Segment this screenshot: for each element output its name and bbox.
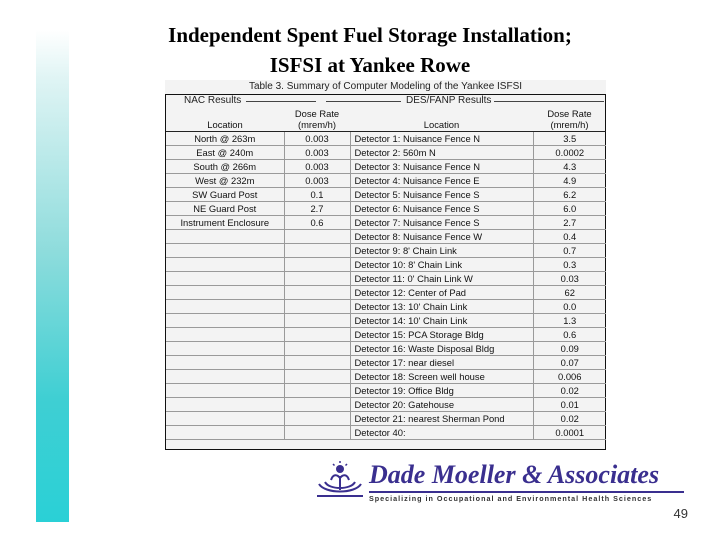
nac-dose-rate-cell [284, 341, 350, 355]
nac-location-cell: West @ 232m [166, 173, 284, 187]
des-location-cell: Detector 6: Nuisance Fence S [350, 201, 533, 215]
company-name: Dade Moeller & Associates [369, 460, 660, 489]
nac-dose-rate-cell: 0.003 [284, 173, 350, 187]
group-header-des: DES/FANP Results [406, 95, 492, 106]
nac-dose-rate-cell [284, 299, 350, 313]
table-row [166, 131, 606, 145]
table-row [166, 271, 606, 285]
lotus-person-icon [315, 460, 365, 500]
table-row [166, 229, 606, 243]
des-location-cell: Detector 19: Office Bldg [350, 383, 533, 397]
table-row [166, 285, 606, 299]
nac-dose-rate-cell: 0.1 [284, 187, 350, 201]
table-body [166, 131, 606, 439]
des-dose-rate-cell: 0.03 [533, 271, 606, 285]
des-dose-rate-cell: 0.02 [533, 411, 606, 425]
des-location-cell: Detector 40: [350, 425, 533, 439]
des-location-cell: Detector 2: 560m N [350, 145, 533, 159]
nac-location-cell [166, 243, 284, 257]
des-dose-rate-cell: 0.02 [533, 383, 606, 397]
des-dose-rate-cell: 0.3 [533, 257, 606, 271]
nac-location-cell [166, 257, 284, 271]
nac-location-cell: SW Guard Post [166, 187, 284, 201]
des-dose-rate-cell: 0.0002 [533, 145, 606, 159]
table-frame [165, 94, 606, 450]
table-row [166, 425, 606, 439]
nac-location-cell [166, 383, 284, 397]
table-row [166, 369, 606, 383]
table-header-row [166, 107, 606, 131]
table-row [166, 411, 606, 425]
title-line-1: Independent Spent Fuel Storage Installation; [168, 23, 572, 47]
nac-dose-rate-cell [284, 355, 350, 369]
nac-location-cell: Instrument Enclosure [166, 215, 284, 229]
des-dose-rate-cell: 0.07 [533, 355, 606, 369]
nac-location-cell [166, 299, 284, 313]
des-location-cell: Detector 10: 8' Chain Link [350, 257, 533, 271]
des-location-cell: Detector 12: Center of Pad [350, 285, 533, 299]
des-location-cell: Detector 13: 10' Chain Link [350, 299, 533, 313]
des-location-cell: Detector 17: near diesel [350, 355, 533, 369]
nac-dose-rate-cell [284, 243, 350, 257]
title-line-2: ISFSI at Yankee Rowe [269, 53, 471, 77]
des-location-cell: Detector 16: Waste Disposal Bldg [350, 341, 533, 355]
des-dose-rate-cell: 0.0001 [533, 425, 606, 439]
des-dose-rate-cell: 62 [533, 285, 606, 299]
des-dose-rate-cell: 0.6 [533, 327, 606, 341]
table-row [166, 173, 606, 187]
header-des-location: Location [350, 107, 533, 131]
nac-dose-rate-cell [284, 369, 350, 383]
des-location-cell: Detector 1: Nuisance Fence N [350, 131, 533, 145]
des-dose-rate-cell: 0.7 [533, 243, 606, 257]
des-dose-rate-cell: 2.7 [533, 215, 606, 229]
des-location-cell: Detector 4: Nuisance Fence E [350, 173, 533, 187]
des-dose-rate-cell: 6.2 [533, 187, 606, 201]
nac-location-cell [166, 341, 284, 355]
des-location-cell: Detector 5: Nuisance Fence S [350, 187, 533, 201]
des-dose-rate-cell: 0.01 [533, 397, 606, 411]
des-location-cell: Detector 3: Nuisance Fence N [350, 159, 533, 173]
des-dose-rate-cell: 0.4 [533, 229, 606, 243]
des-dose-rate-cell: 4.3 [533, 159, 606, 173]
header-des-dose-rate: Dose Rate (mrem/h) [533, 107, 606, 131]
nac-dose-rate-cell: 0.6 [284, 215, 350, 229]
nac-dose-rate-cell: 0.003 [284, 159, 350, 173]
page-title [100, 20, 640, 80]
des-location-cell: Detector 7: Nuisance Fence S [350, 215, 533, 229]
nac-dose-rate-cell [284, 285, 350, 299]
table-row [166, 341, 606, 355]
dose-rate-table-figure [165, 80, 606, 450]
des-location-cell: Detector 8: Nuisance Fence W [350, 229, 533, 243]
nac-dose-rate-cell [284, 271, 350, 285]
nac-location-cell: NE Guard Post [166, 201, 284, 215]
company-logo [313, 458, 688, 504]
des-dose-rate-cell: 0.006 [533, 369, 606, 383]
nac-location-cell: East @ 240m [166, 145, 284, 159]
des-location-cell: Detector 11: 0' Chain Link W [350, 271, 533, 285]
nac-dose-rate-cell: 0.003 [284, 145, 350, 159]
nac-dose-rate-cell [284, 425, 350, 439]
dose-rate-table [166, 107, 606, 440]
decorative-side-bar [36, 30, 69, 522]
des-dose-rate-cell: 0.0 [533, 299, 606, 313]
nac-location-cell [166, 411, 284, 425]
table-row [166, 159, 606, 173]
nac-dose-rate-cell: 2.7 [284, 201, 350, 215]
table-row [166, 327, 606, 341]
nac-location-cell: North @ 263m [166, 131, 284, 145]
nac-dose-rate-cell [284, 257, 350, 271]
nac-location-cell [166, 285, 284, 299]
group-rule-nac [246, 101, 316, 102]
table-caption: Table 3. Summary of Computer Modeling of the Yankee ISFSI [248, 81, 523, 92]
nac-dose-rate-cell: 0.003 [284, 131, 350, 145]
header-nac-dose-rate: Dose Rate (mrem/h) [284, 107, 350, 131]
des-dose-rate-cell: 4.9 [533, 173, 606, 187]
nac-location-cell [166, 355, 284, 369]
table-row [166, 243, 606, 257]
des-dose-rate-cell: 0.09 [533, 341, 606, 355]
table-row [166, 397, 606, 411]
nac-location-cell [166, 313, 284, 327]
nac-location-cell [166, 271, 284, 285]
nac-location-cell [166, 425, 284, 439]
des-location-cell: Detector 21: nearest Sherman Pond [350, 411, 533, 425]
nac-dose-rate-cell [284, 313, 350, 327]
nac-location-cell: South @ 266m [166, 159, 284, 173]
nac-location-cell [166, 229, 284, 243]
table-row [166, 313, 606, 327]
table-row [166, 355, 606, 369]
nac-dose-rate-cell [284, 397, 350, 411]
des-location-cell: Detector 14: 10' Chain Link [350, 313, 533, 327]
group-rule-des-right [494, 101, 604, 102]
des-location-cell: Detector 18: Screen well house [350, 369, 533, 383]
table-row [166, 257, 606, 271]
des-location-cell: Detector 15: PCA Storage Bldg [350, 327, 533, 341]
table-row [166, 201, 606, 215]
nac-dose-rate-cell [284, 327, 350, 341]
table-row [166, 299, 606, 313]
group-rule-des-left [326, 101, 401, 102]
table-row [166, 187, 606, 201]
nac-location-cell [166, 327, 284, 341]
nac-dose-rate-cell [284, 383, 350, 397]
table-row [166, 215, 606, 229]
header-nac-location: Location [166, 107, 284, 131]
des-dose-rate-cell: 6.0 [533, 201, 606, 215]
company-tagline: Specializing in Occupational and Environmental Health Sciences [369, 494, 653, 503]
nac-location-cell [166, 369, 284, 383]
nac-location-cell [166, 397, 284, 411]
nac-dose-rate-cell [284, 411, 350, 425]
logo-divider [369, 491, 684, 493]
table-row [166, 145, 606, 159]
des-location-cell: Detector 9: 8' Chain Link [350, 243, 533, 257]
des-location-cell: Detector 20: Gatehouse [350, 397, 533, 411]
table-row [166, 383, 606, 397]
page-number: 49 [673, 506, 688, 521]
group-header-nac: NAC Results [184, 95, 242, 106]
des-dose-rate-cell: 3.5 [533, 131, 606, 145]
des-dose-rate-cell: 1.3 [533, 313, 606, 327]
nac-dose-rate-cell [284, 229, 350, 243]
